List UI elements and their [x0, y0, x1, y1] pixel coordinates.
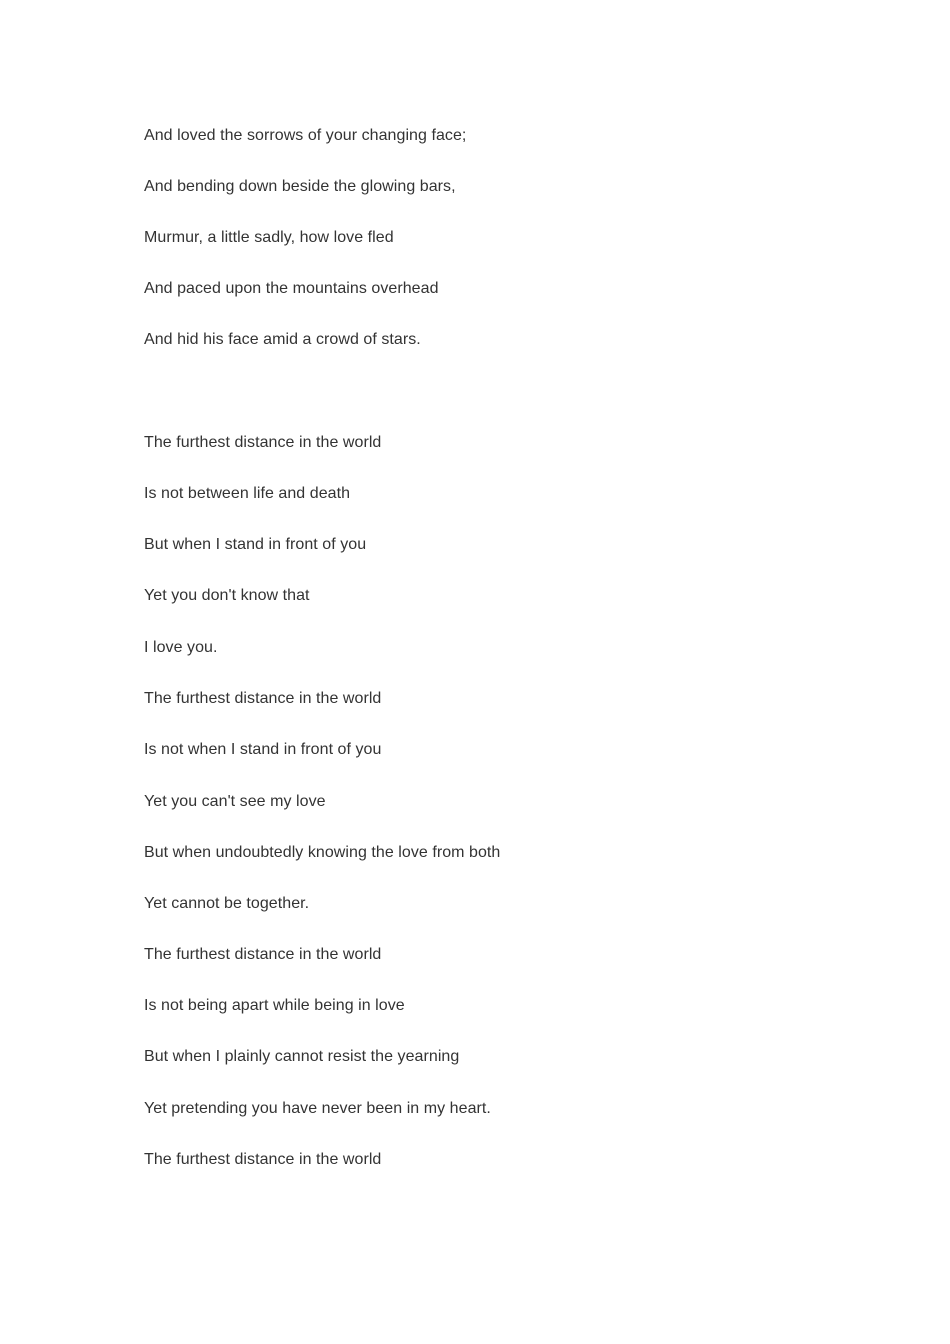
poem-line: The furthest distance in the world: [144, 690, 382, 707]
poem-line: The furthest distance in the world: [144, 1151, 382, 1168]
poem-line: Yet cannot be together.: [144, 895, 310, 912]
poem-line: Yet pretending you have never been in my heart.: [144, 1100, 491, 1117]
poem-line: Is not when I stand in front of you: [144, 741, 382, 758]
poem-line: Is not being apart while being in love: [144, 997, 405, 1014]
poem-line: Yet you don't know that: [144, 587, 310, 604]
poem-line: And bending down beside the glowing bars,: [144, 178, 456, 195]
poem-line: The furthest distance in the world: [144, 434, 382, 451]
poem-line: And loved the sorrows of your changing face;: [144, 127, 467, 144]
poem-line: I love you.: [144, 639, 218, 656]
poem-line: And hid his face amid a crowd of stars.: [144, 331, 421, 348]
poem-line: But when undoubtedly knowing the love from both: [144, 844, 501, 861]
poem-line: But when I plainly cannot resist the yearning: [144, 1048, 460, 1065]
poem-line: The furthest distance in the world: [144, 946, 382, 963]
poem-line: And paced upon the mountains overhead: [144, 280, 439, 297]
poem-line: But when I stand in front of you: [144, 536, 367, 553]
poem-line: Is not between life and death: [144, 485, 351, 502]
poem-line: Yet you can't see my love: [144, 793, 326, 810]
poem-line: Murmur, a little sadly, how love fled: [144, 229, 394, 246]
